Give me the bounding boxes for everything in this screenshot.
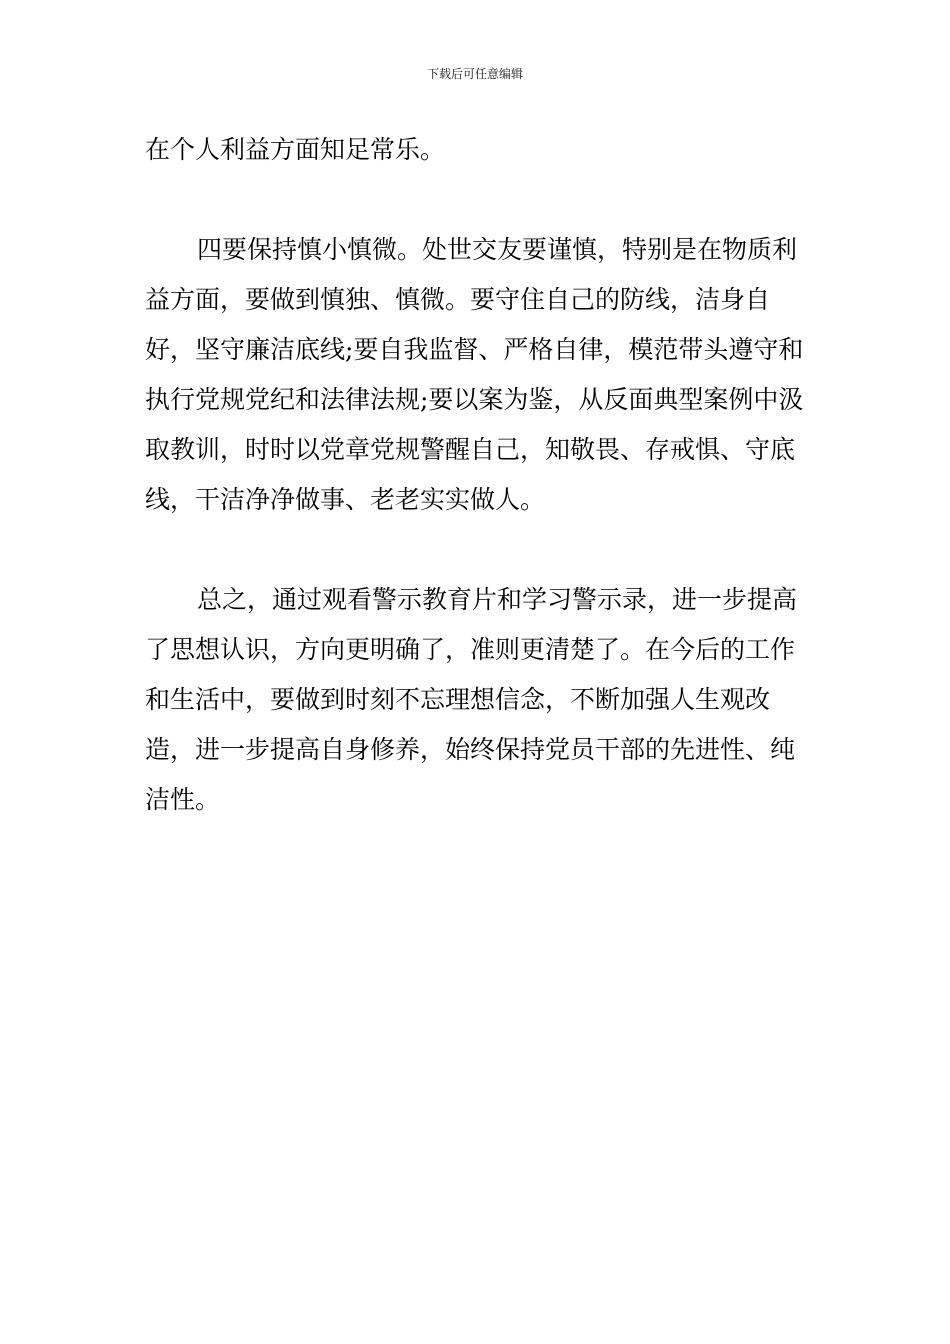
paragraph-continuation: 在个人利益方面知足常乐。	[145, 135, 446, 164]
header-note: 下载后可任意编辑	[426, 67, 523, 81]
paragraph-four: 四要保持慎小慎微。处世交友要谨慎，特别是在物质利益方面，要做到慎独、慎微。要守住自己的防线，洁身自好，坚守廉洁底线;要自我监督、严格自律，模范带头遵守和执行党规党纪和法律法规;要以案为鉴，从反面典型案例中汲取教训，时时以党章党规警醒自己，知敬畏、存戒惧、守底线，干洁净净做事、老老实实做人。	[145, 235, 804, 514]
paragraph-summary: 总之，通过观看警示教育片和学习警示录，进一步提高了思想认识，方向更明确了，准则更清楚了。在今后的工作和生活中，要做到时刻不忘理想信念，不断加强人生观改造，进一步提高自身修养，始终保持党员干部的先进性、纯洁性。	[145, 585, 798, 814]
document-body	[145, 125, 807, 825]
paragraph-spacer	[145, 175, 807, 225]
paragraph-spacer	[145, 525, 807, 575]
